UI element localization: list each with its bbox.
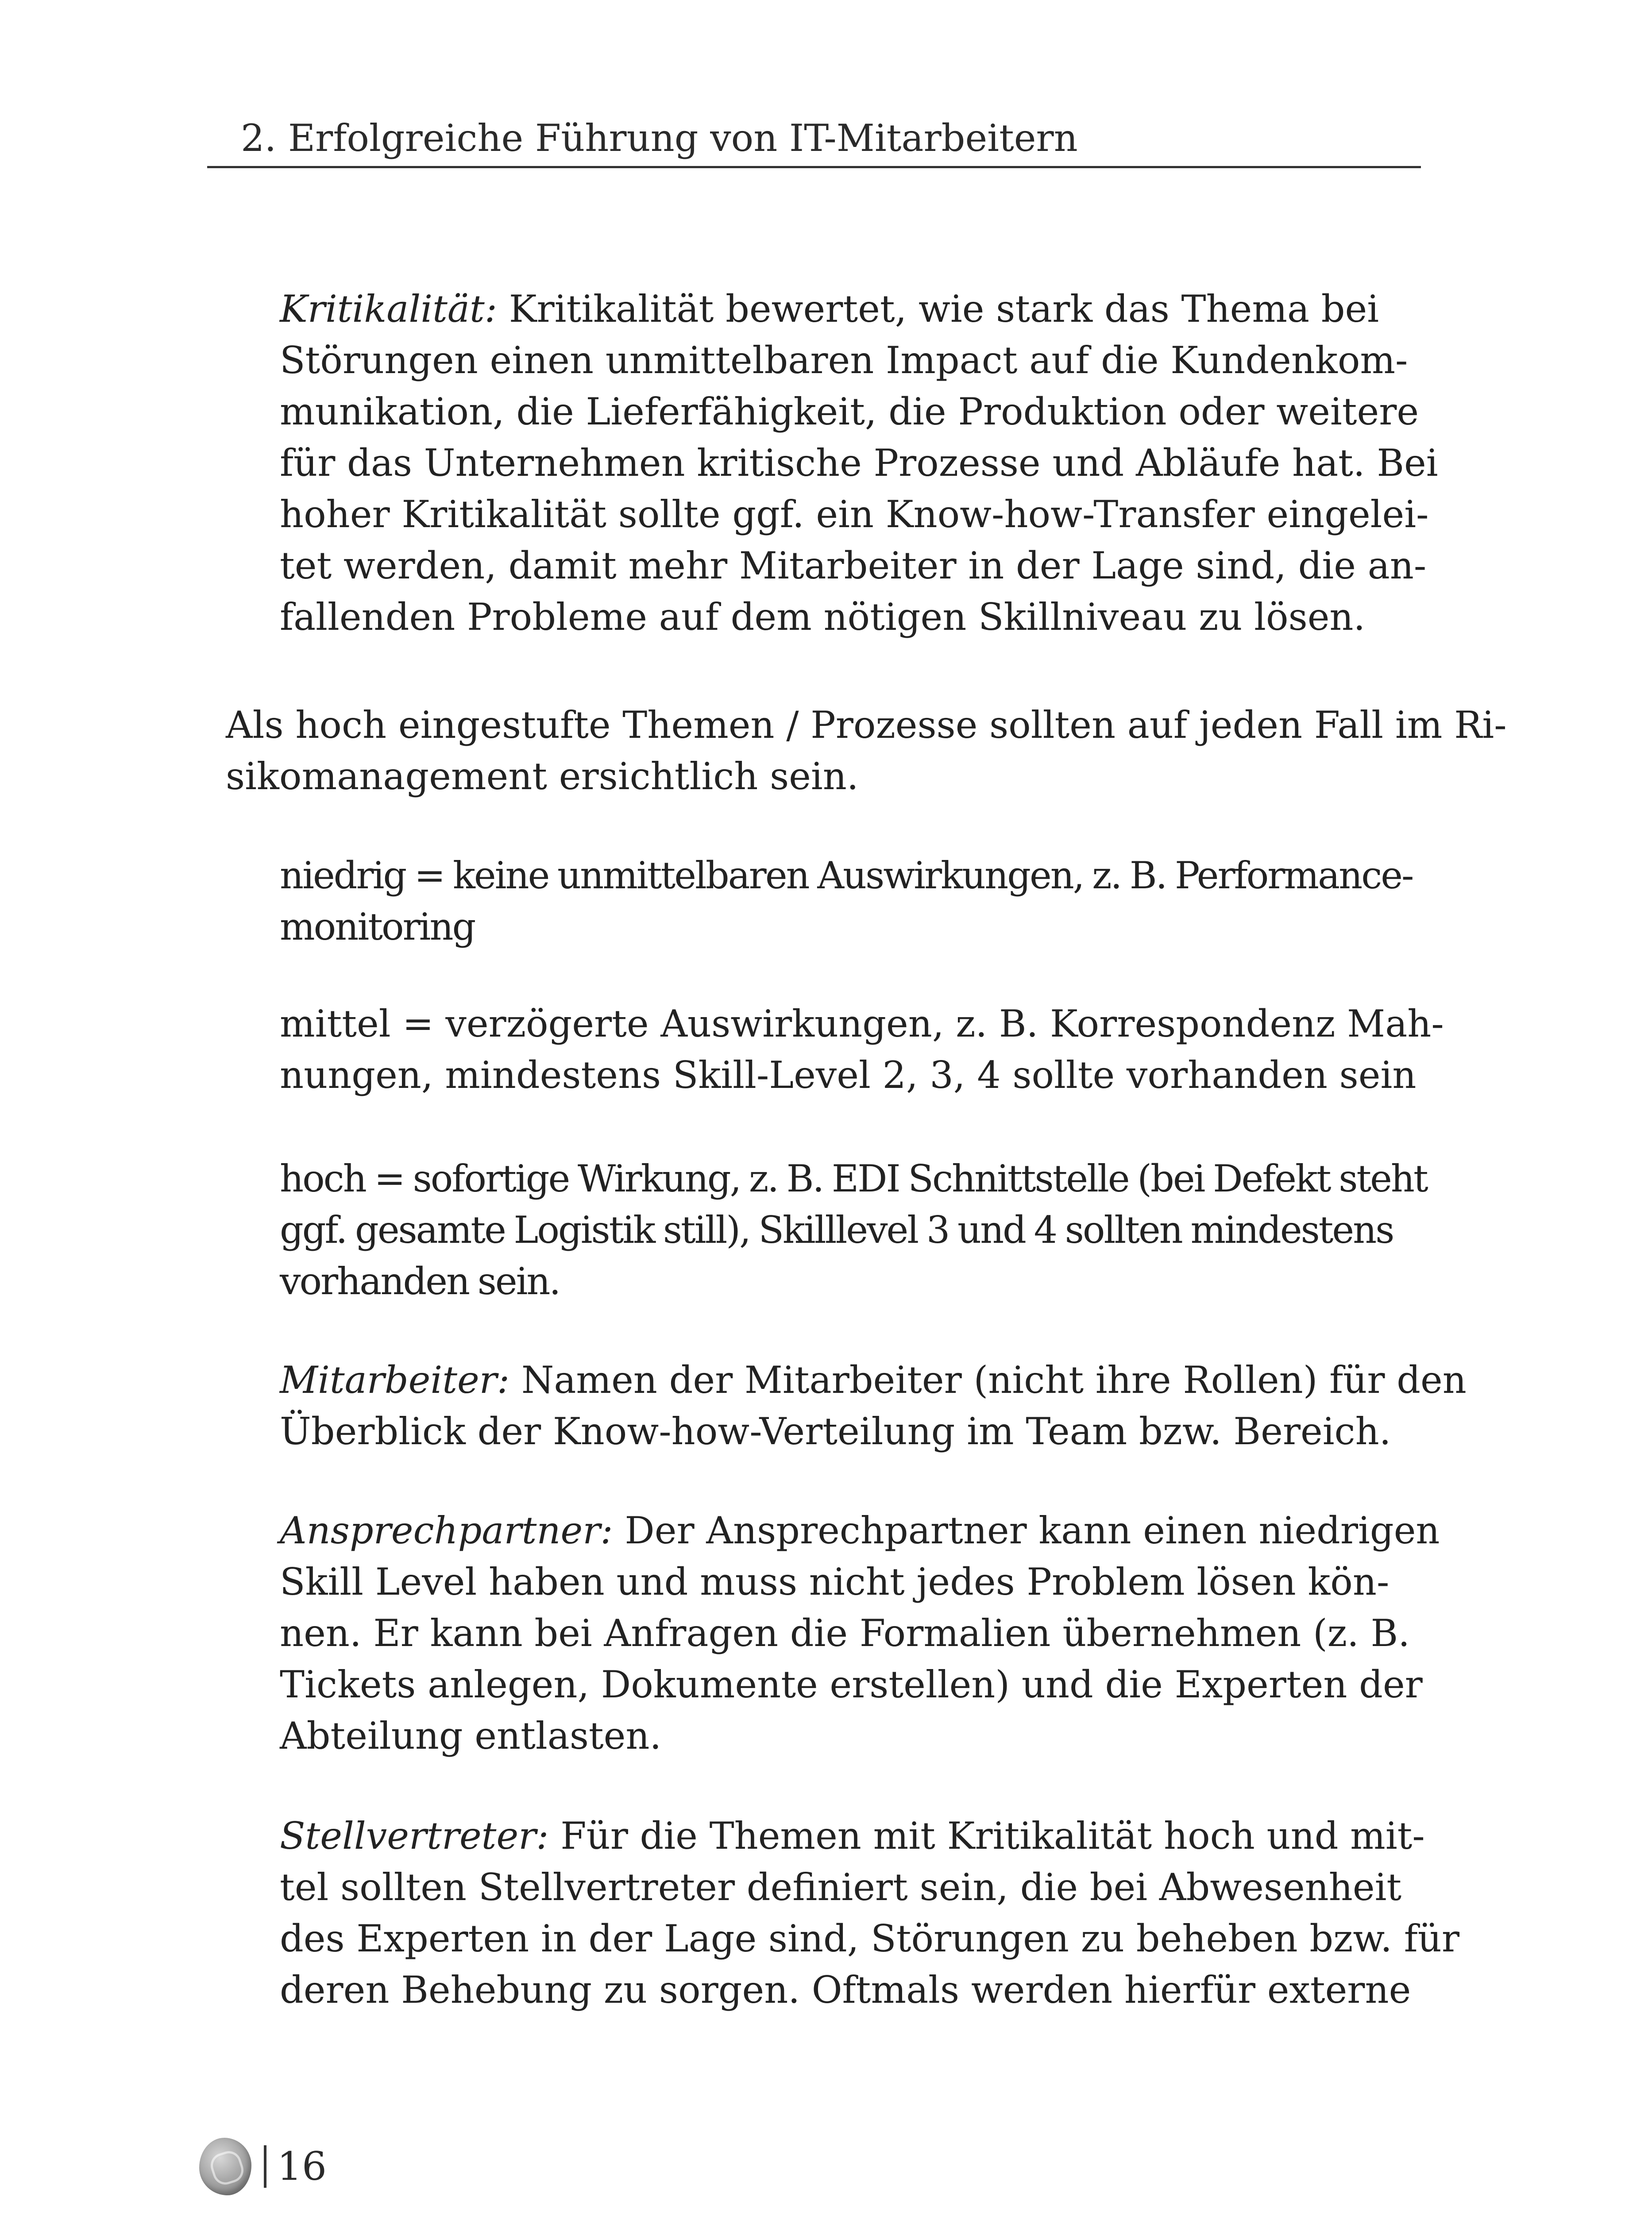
text-line: monitoring [280,905,475,948]
page-number: 16 [277,2144,327,2189]
page-footer [199,2133,327,2200]
term-label: Kritikalität: [280,287,497,331]
text-line: tet werden, damit mehr Mitarbeiter in der Lage sind, die an- [280,544,1427,587]
text-line: Stellvertreter: Für die Themen mit Kritikalität hoch und mit- [280,1814,1425,1858]
text-line: nen. Er kann bei Anfragen die Formalien übernehmen (z. B. [280,1612,1410,1655]
paragraph-stellvertreter [280,1810,1460,2016]
paragraph-mitarbeiter [280,1354,1467,1457]
text-line: hoher Kritikalität sollte ggf. ein Know-how-Transfer eingelei- [280,493,1429,536]
text-line: fallenden Probleme auf dem nötigen Skillniveau zu lösen. [280,595,1366,639]
text-line: vorhanden sein. [280,1260,560,1303]
text-line: hoch = sofortige Wirkung, z. B. EDI Schnittstelle (bei Defekt steht [280,1157,1427,1200]
text-line: für das Unternehmen kritische Prozesse und Abläufe hat. Bei [280,441,1438,485]
text-line: sikomanagement ersichtlich sein. [226,755,859,798]
text-line: nungen, mindestens Skill-Level 2, 3, 4 sollte vorhanden sein [280,1053,1417,1097]
paragraph-mittel [280,998,1444,1101]
text-line: tel sollten Stellvertreter definiert sein, die bei Abwesenheit [280,1866,1402,1909]
stone-logo-icon [199,2138,251,2195]
paragraph-kritikalitaet [280,283,1438,643]
paragraph-hoch [280,1153,1427,1307]
text-line: Überblick der Know-how-Verteilung im Team bzw. Bereich. [280,1410,1391,1453]
text-line: Skill Level haben und muss nicht jedes Problem lösen kön- [280,1560,1390,1604]
text-line: des Experten in der Lage sind, Störungen zu beheben bzw. für [280,1917,1460,1960]
paragraph-niedrig [280,850,1413,952]
running-header [207,110,1421,168]
term-label: Ansprechpartner: [280,1509,613,1552]
text-line: Als hoch eingestufte Themen / Prozesse sollten auf jeden Fall im Ri- [226,703,1507,747]
paragraph-ansprechpartner [280,1505,1440,1762]
term-label: Mitarbeiter: [280,1358,510,1402]
text-line: deren Behebung zu sorgen. Oftmals werden hierfür externe [280,1968,1411,2012]
text-line: Tickets anlegen, Dokumente erstellen) und die Experten der [280,1663,1423,1706]
text-line: munikation, die Lieferfähigkeit, die Produktion oder weitere [280,390,1419,433]
text-line: niedrig = keine unmittelbaren Auswirkungen, z. B. Performance- [280,854,1413,897]
text-line: Abteilung entlasten. [280,1714,662,1758]
paragraph-risk-note [226,699,1507,802]
text-line: mittel = verzögerte Auswirkungen, z. B. Korrespondenz Mah- [280,1002,1444,1045]
text-line: ggf. gesamte Logistik still), Skilllevel 3 und 4 sollten mindestens [280,1208,1393,1252]
footer-divider [264,2145,266,2188]
text-line: Mitarbeiter: Namen der Mitarbeiter (nicht ihre Rollen) für den [280,1358,1467,1402]
term-label: Stellvertreter: [280,1814,549,1858]
chapter-title: 2. Erfolgreiche Führung von IT-Mitarbeitern [241,116,1078,160]
text-line: Ansprechpartner: Der Ansprechpartner kann einen niedrigen [280,1509,1440,1552]
text-line: Kritikalität: Kritikalität bewertet, wie stark das Thema bei [280,287,1379,331]
text-line: Störungen einen unmittelbaren Impact auf die Kundenkom- [280,339,1408,382]
